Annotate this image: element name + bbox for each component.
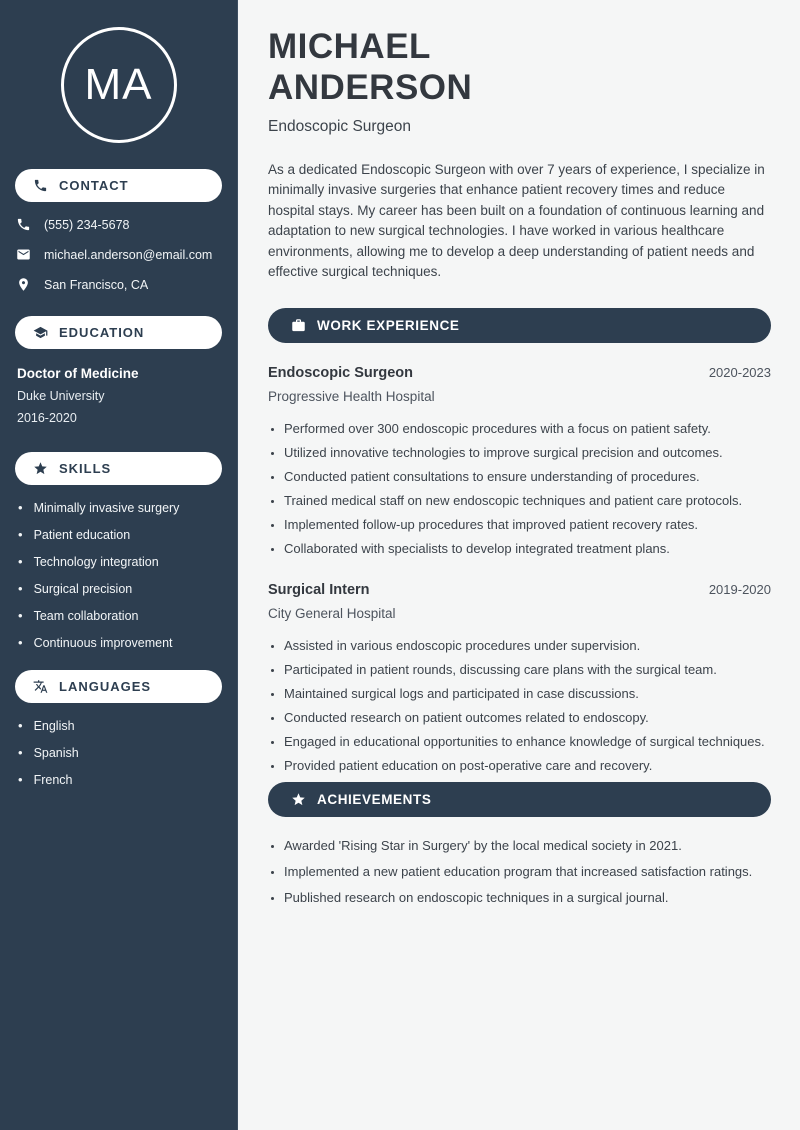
skill-item xyxy=(18,554,222,569)
job-dates: 2019-2020 xyxy=(708,582,771,598)
job-title: Surgical Intern xyxy=(268,582,370,599)
work-experience-section-header xyxy=(268,308,771,343)
contact-list xyxy=(15,217,222,292)
skill-label: • Continuous improvement xyxy=(33,636,173,650)
achievements-list xyxy=(268,838,771,905)
skills-section-header xyxy=(15,452,222,485)
achievement-bullet: • Implemented a new patient education program that increased satisfaction ratings. xyxy=(284,864,771,879)
avatar xyxy=(61,27,177,143)
job-bullet: • Engaged in educational opportunities to enhance knowledge of surgical techniques. xyxy=(284,734,771,749)
language-item xyxy=(18,718,222,733)
star-icon xyxy=(291,792,306,807)
graduation-cap-icon xyxy=(33,325,48,340)
person-job-title: Endoscopic Surgeon xyxy=(268,118,412,135)
achievements-section-header xyxy=(268,782,771,817)
person-first-name: MICHAEL xyxy=(268,27,431,66)
translate-icon xyxy=(33,679,48,694)
skill-item xyxy=(18,500,222,515)
person-last-name: ANDERSON xyxy=(268,68,473,107)
job-bullet: • Maintained surgical logs and participated in case discussions. xyxy=(284,686,771,701)
achievements-section-title: ACHIEVEMENTS xyxy=(317,792,432,808)
job-header xyxy=(268,365,771,381)
job-company: City General Hospital xyxy=(268,606,396,622)
job-company: Progressive Health Hospital xyxy=(268,389,435,405)
avatar-initials: MA xyxy=(84,60,153,109)
education-section-header xyxy=(15,316,222,349)
job-header xyxy=(268,582,771,598)
languages-section-header xyxy=(15,670,222,703)
location-text: San Francisco, CA xyxy=(44,277,149,292)
phone-icon xyxy=(33,178,48,193)
job-dates: 2020-2023 xyxy=(708,365,771,381)
contact-phone-row xyxy=(16,217,221,232)
phone-icon xyxy=(16,217,31,232)
skills-list xyxy=(15,500,222,650)
email-address: michael.anderson@email.com xyxy=(44,247,213,262)
job-bullet: • Utilized innovative technologies to improve surgical precision and outcomes. xyxy=(284,445,771,460)
star-icon xyxy=(33,461,48,476)
language-item xyxy=(18,745,222,760)
work-experience-section-title: WORK EXPERIENCE xyxy=(317,318,460,334)
job-bullet-list xyxy=(268,421,771,556)
education-degree: Doctor of Medicine xyxy=(17,366,139,381)
education-school: Duke University xyxy=(17,389,105,403)
contact-section-header xyxy=(15,169,222,202)
briefcase-icon xyxy=(291,318,306,333)
job-bullet: • Provided patient education on post-operative care and recovery. xyxy=(284,758,771,773)
skill-item xyxy=(18,608,222,623)
skill-label: • Minimally invasive surgery xyxy=(33,501,180,515)
location-icon xyxy=(16,277,31,292)
skills-section-title: SKILLS xyxy=(59,461,112,476)
job-bullet: • Trained medical staff on new endoscopic techniques and patient care protocols. xyxy=(284,493,771,508)
language-label: • Spanish xyxy=(33,746,79,760)
job-bullet: • Collaborated with specialists to develop integrated treatment plans. xyxy=(284,541,771,556)
phone-number: (555) 234-5678 xyxy=(44,217,130,232)
education-years: 2016-2020 xyxy=(17,411,77,425)
skill-item xyxy=(18,527,222,542)
person-name xyxy=(268,26,771,108)
skill-label: • Surgical precision xyxy=(33,582,133,596)
job-bullet: • Conducted research on patient outcomes related to endoscopy. xyxy=(284,710,771,725)
skill-item xyxy=(18,635,222,650)
contact-section-title: CONTACT xyxy=(59,178,129,193)
skill-label: • Technology integration xyxy=(33,555,159,569)
skill-item xyxy=(18,581,222,596)
job-entry xyxy=(268,582,771,773)
job-bullet: • Performed over 300 endoscopic procedures with a focus on patient safety. xyxy=(284,421,771,436)
email-icon xyxy=(16,247,31,262)
job-bullet: • Assisted in various endoscopic procedures under supervision. xyxy=(284,638,771,653)
language-label: • English xyxy=(33,719,75,733)
job-bullet: • Implemented follow-up procedures that improved patient recovery rates. xyxy=(284,517,771,532)
language-item xyxy=(18,772,222,787)
education-section-title: EDUCATION xyxy=(59,325,145,340)
languages-list xyxy=(15,718,222,787)
job-bullet: • Conducted patient consultations to ensure understanding of procedures. xyxy=(284,469,771,484)
profile-summary: As a dedicated Endoscopic Surgeon with over 7 years of experience, I specialize in minimally invasive surgeries that enhance patient recovery times and reduce hospital stays. My career has been built on a foundation of continuous learning and adaptation to new surgical technologies. I have worked in various healthcare environments, allowing me to develop a deep understanding of patient needs and effective surgical techniques. xyxy=(268,162,765,280)
sidebar xyxy=(0,0,238,1130)
contact-email-row xyxy=(16,247,221,262)
achievement-bullet: • Published research on endoscopic techniques in a surgical journal. xyxy=(284,890,771,905)
languages-section-title: LANGUAGES xyxy=(59,679,152,694)
achievement-bullet: • Awarded 'Rising Star in Surgery' by the local medical society in 2021. xyxy=(284,838,771,853)
job-bullet: • Participated in patient rounds, discussing care plans with the surgical team. xyxy=(284,662,771,677)
job-entry xyxy=(268,365,771,556)
education-entry xyxy=(15,349,222,425)
main-content xyxy=(238,0,800,1130)
skill-label: • Patient education xyxy=(33,528,131,542)
skill-label: • Team collaboration xyxy=(33,609,139,623)
contact-location-row xyxy=(16,277,221,292)
job-bullet-list xyxy=(268,638,771,773)
language-label: • French xyxy=(33,773,73,787)
job-title: Endoscopic Surgeon xyxy=(268,365,414,382)
